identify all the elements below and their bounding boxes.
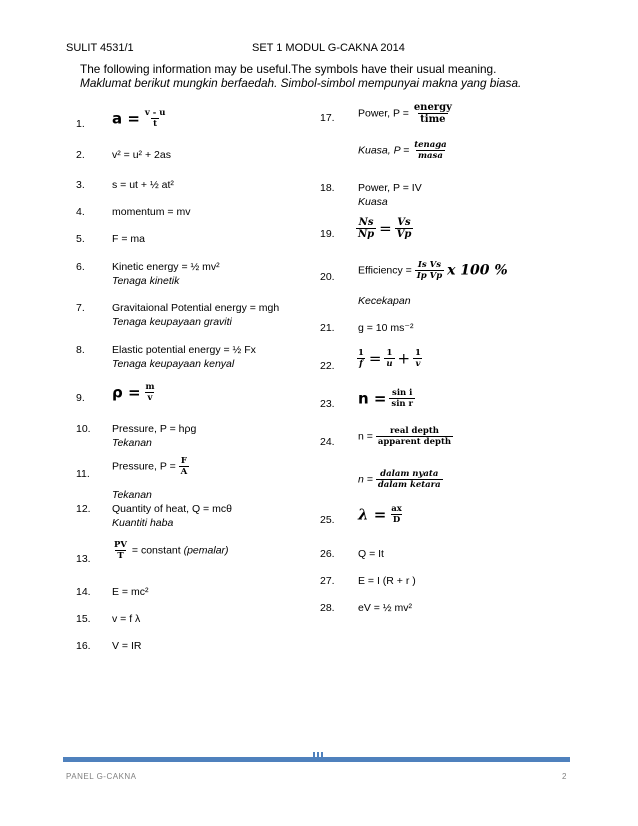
- formula-number: 28.: [320, 602, 335, 614]
- fraction: [376, 426, 453, 447]
- formula-number: 7.: [76, 302, 85, 314]
- fraction: [412, 102, 454, 125]
- formula-power-iv: Power, P = IV: [358, 182, 422, 194]
- denominator: Vp: [396, 229, 412, 240]
- formula-number: 9.: [76, 392, 85, 404]
- denominator: dalam ketara: [377, 480, 441, 490]
- formula-transformer: $\frac{Ns}{Np}$ = $\frac{Vs}{Vp}$: [358, 217, 412, 240]
- formula-heat: Quantity of heat, Q = mcθ: [112, 503, 232, 515]
- formula-number: 11.: [76, 468, 90, 480]
- formula-force: F = ma: [112, 233, 145, 245]
- formula-rhs: = constant: [131, 544, 181, 557]
- formula-number: 17.: [320, 112, 335, 124]
- formula-multiplier: x 100 %: [447, 262, 508, 279]
- formula-lhs: n =: [358, 430, 373, 443]
- denominator: f: [359, 359, 363, 369]
- fraction: [143, 108, 168, 129]
- formula-number: 6.: [76, 261, 85, 273]
- formula-number: 8.: [76, 344, 85, 356]
- formula-number: 19.: [320, 228, 335, 240]
- denominator: time: [420, 114, 446, 125]
- formula-number: 5.: [76, 233, 85, 245]
- numerator: Ns: [358, 217, 374, 228]
- numerator: m: [145, 382, 155, 392]
- formula-gas-law: [112, 540, 229, 561]
- fraction: [179, 456, 190, 477]
- fraction: [356, 217, 376, 240]
- denominator: D: [392, 515, 401, 525]
- formula-power: [358, 102, 454, 125]
- formula-translation: Tekanan: [112, 437, 152, 449]
- formula-acceleration: [112, 108, 167, 129]
- fraction: [143, 382, 156, 403]
- numerator: energy: [413, 102, 452, 113]
- formula-motion-1: v² = u² + 2as: [112, 149, 171, 161]
- formula-number: 14.: [76, 586, 91, 598]
- numerator: dalam nyata: [380, 469, 439, 479]
- formula-interference: [358, 504, 404, 525]
- formula-number: 13.: [76, 553, 91, 565]
- fraction: [413, 348, 423, 369]
- formula-charge: Q = It: [358, 548, 384, 560]
- formula-number: 3.: [76, 179, 85, 191]
- formula-wave: v = f λ: [112, 613, 141, 625]
- formula-translation: Tenaga keupayaan kenyal: [112, 358, 235, 370]
- formula-translation: Tenaga kinetik: [112, 275, 180, 287]
- fraction: [412, 140, 448, 161]
- formula-motion-2: s = ut + ½ at²: [112, 179, 174, 191]
- formula-lhs: Kuasa, P =: [358, 144, 410, 157]
- denominator: t: [153, 119, 158, 129]
- numerator: v - u: [144, 108, 166, 118]
- formula-kinetic-energy: Kinetic energy = ½ mv²: [112, 261, 220, 273]
- formula-lhs: n =: [358, 389, 387, 408]
- numerator: Vs: [397, 217, 411, 228]
- numerator: Is Vs: [417, 260, 441, 270]
- fraction: [356, 348, 366, 369]
- numerator: tenaga: [414, 140, 447, 150]
- formula-momentum: momentum = mv: [112, 206, 191, 218]
- denominator: A: [180, 467, 188, 477]
- formula-lhs: Pressure, P =: [112, 460, 176, 473]
- footer-rule: [63, 757, 570, 762]
- formula-pressure-liquid: Pressure, P = hρg: [112, 423, 197, 435]
- denominator: Ip Vp: [416, 271, 443, 281]
- formula-apparent-depth: [358, 426, 453, 447]
- numerator: 1: [414, 348, 421, 358]
- formula-mass-energy: E = mc²: [112, 586, 149, 598]
- formula-number: 24.: [320, 436, 335, 448]
- header-title: SET 1 MODUL G-CAKNA 2014: [252, 42, 405, 54]
- formula-translation: Kuasa: [358, 196, 388, 208]
- fraction: [384, 348, 394, 369]
- formula-lhs: λ =: [358, 505, 387, 524]
- numerator: 1: [358, 348, 364, 358]
- formula-number: 4.: [76, 206, 85, 218]
- formula-number: 26.: [320, 548, 335, 560]
- numerator: F: [180, 456, 187, 466]
- formula-elastic-energy: Elastic potential energy = ½ Fx: [112, 344, 256, 356]
- formula-refraction: [358, 388, 415, 409]
- formula-number: 22.: [320, 360, 335, 372]
- formula-number: 16.: [76, 640, 91, 652]
- formula-lhs: ρ =: [112, 383, 141, 402]
- formula-translation: Kuantiti haba: [112, 517, 174, 529]
- numerator: PV: [114, 540, 127, 550]
- fraction: [112, 540, 129, 561]
- denominator: v: [415, 359, 421, 369]
- fraction: [415, 260, 444, 281]
- formula-lhs: a =: [112, 109, 140, 128]
- denominator: T: [117, 551, 124, 561]
- formula-lhs: Efficiency =: [358, 264, 412, 277]
- denominator: sin r: [391, 399, 414, 409]
- numerator: real depth: [389, 426, 439, 436]
- formula-number: 25.: [320, 514, 335, 526]
- formula-number: 2.: [76, 149, 85, 161]
- formula-ohm: V = IR: [112, 640, 142, 652]
- formula-pressure: [112, 456, 189, 477]
- formula-apparent-depth-malay: [358, 469, 443, 490]
- formula-translation: Kecekapan: [358, 295, 411, 307]
- intro-malay: Maklumat berikut mungkin berfaedah. Simbol-simbol mempunyai makna yang biasa.: [80, 76, 522, 90]
- denominator: u: [386, 359, 393, 369]
- formula-number: 12.: [76, 503, 91, 515]
- denominator: v: [147, 393, 153, 403]
- footer-label: PANEL G-CAKNA: [66, 772, 137, 781]
- header-code: SULIT 4531/1: [66, 42, 134, 54]
- denominator: masa: [418, 151, 443, 161]
- page-number: 2: [562, 772, 567, 781]
- formula-efficiency: [358, 260, 508, 281]
- formula-lhs: n =: [358, 473, 373, 486]
- formula-electron-energy: eV = ½ mv²: [358, 602, 412, 614]
- formula-density: [112, 382, 156, 403]
- formula-power-malay: [358, 140, 449, 161]
- numerator: sin i: [392, 388, 413, 398]
- formula-number: 18.: [320, 182, 335, 194]
- formula-lhs: Power, P =: [358, 107, 409, 120]
- formula-gravity: g = 10 ms⁻²: [358, 322, 414, 334]
- formula-translation: Tekanan: [112, 489, 152, 501]
- numerator: 1: [386, 348, 393, 358]
- fraction: [376, 469, 443, 490]
- formula-translation: (pemalar): [183, 544, 229, 557]
- formula-number: 10.: [76, 423, 91, 435]
- fraction: [389, 504, 404, 525]
- denominator: Np: [358, 229, 375, 240]
- fraction: [395, 217, 414, 240]
- fraction: [389, 388, 415, 409]
- formula-number: 20.: [320, 271, 335, 283]
- numerator: ax: [391, 504, 402, 514]
- formula-translation: Tenaga keupayaan graviti: [112, 316, 232, 328]
- formula-emf: E = I (R + r ): [358, 575, 416, 587]
- denominator: apparent depth: [377, 437, 452, 447]
- formula-number: 21.: [320, 322, 335, 334]
- formula-number: 23.: [320, 398, 335, 410]
- intro-english: The following information may be useful.The symbols have their usual meaning.: [80, 62, 497, 76]
- formula-number: 27.: [320, 575, 335, 587]
- formula-potential-energy: Gravitaional Potential energy = mgh: [112, 302, 280, 314]
- formula-number: 15.: [76, 613, 91, 625]
- formula-number: 1.: [76, 118, 85, 130]
- formula-lens: $\frac{1}{f}$ = $\frac{1}{u}$ + $\frac{1}{v}$: [358, 348, 421, 369]
